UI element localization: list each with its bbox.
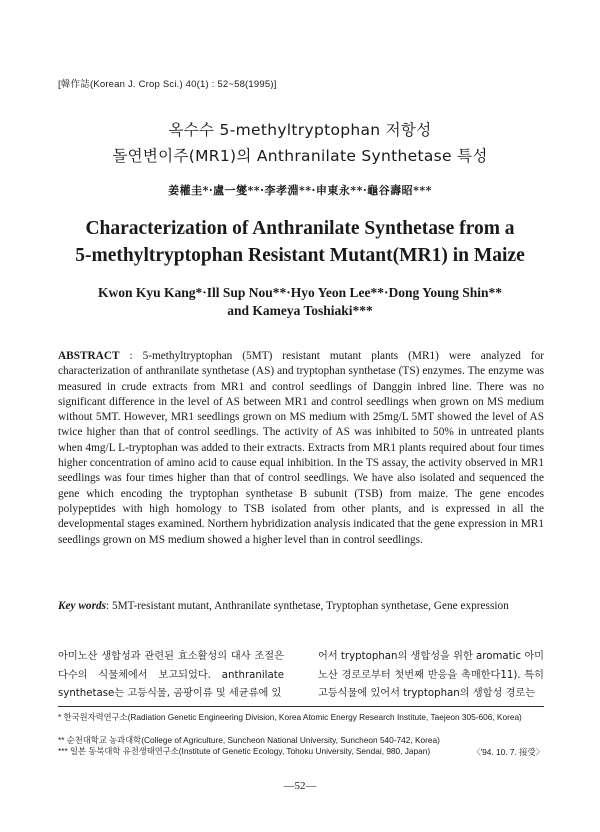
english-authors-line-1: Kwon Kyu Kang*·Ill Sup Nou**·Hyo Yeon Lee**·Dong Young Shin** [97,285,503,300]
footnote-divider [58,706,544,707]
keywords [58,599,544,615]
received-date: 〈'94. 10. 7. 接受〉 [472,747,544,757]
footnote-3: *** 일본 동북대학 유전생태연구소(Institute of Genetic Ecology, Tohoku University, Sendai, 980, Japan) [58,746,431,756]
korean-authors: 姜權圭*·盧一燮**·李孝淵**·申東永**·龜谷壽昭*** [168,184,432,197]
body-column-right: 어서 tryptophan의 생합성을 위한 aromatic 아미노산 경로로부터 첫번째 반응을 촉매한다11). 특히 고등식물에 있어서 tryptophan의 생합성 경로는 [318,651,545,699]
english-title-line-2: 5-methyltryptophan Resistant Mutant(MR1) in Maize [75,245,525,266]
journal-reference: [韓作誌(Korean J. Crop Sci.) 40(1) : 52~58(1995)] [58,79,277,90]
english-title-line-1: Characterization of Anthranilate Synthetase from a [85,218,515,239]
korean-title-line-2: 돌연변이주(MR1)의 Anthranilate Synthetase 특성 [112,147,488,165]
body-column-left: 아미노산 생합성과 관련된 효소활성의 대사 조절은 다수의 식물체에서 보고되었다. anthranilate synthetase는 고등식물, 곰팡이류 및 세균류에 있 [58,651,284,699]
abstract-text: : 5-methyltryptophan (5MT) resistant mutant plants (MR1) were analyzed for characterization of anthranilate synthetase (AS) and tryptophan synthetase (TS) enzymes. The enzyme was measured in crude extracts from MR1 and control seedlings of Danggin inbred line. There was no significant difference in the level of AS between MR1 and control seedlings when grown on MS medium without 5MT. However, MR1 seedlings grown on MS medium with 25mg/L 5MT showed the level of AS twice higher than that of control seedlings. The activity of AS was inhibited to 50% in untreated plants when 4mg/L L-tryptophan was added to their extracts. Extracts from MR1 plants required about four times higher concentration of amino acid to cause equal inhibition. In the TS assay, the activity observed in MR1 seedlings was four times higher than that of control seedlings. We have also isolated and sequenced the gene which encoding the tryptophan synthetase B subunit (TSB) from maize. The gene encodes polypeptides with high homology to TSB isolated from other plants, and is expressed in all the developmental stages examined. Northern hybridization analysis indicated that the gene expression in MR1 seedlings grown on MS medium showed a higher level than in control seedlings. [58,350,544,546]
korean-title-line-1: 옥수수 5-methyltryptophan 저항성 [168,121,432,139]
keywords-label: Key words [58,600,107,612]
footnote-1: * 한국원자력연구소(Radiation Genetic Engineering Division, Korea Atomic Energy Research Institute, Taejeon 305-606, Korea) [58,712,522,722]
footnote-2: ** 순천대학교 농과대학(College of Agriculture, Suncheon National University, Suncheon 540-742, Korea) [58,735,440,745]
page-number: —52— [283,780,317,792]
abstract [58,349,544,548]
english-authors-line-2: and Kameya Toshiaki*** [227,303,373,318]
keywords-text: : 5MT-resistant mutant, Anthranilate synthetase, Tryptophan synthetase, Gene expression [106,600,509,612]
abstract-label: ABSTRACT [58,350,120,362]
